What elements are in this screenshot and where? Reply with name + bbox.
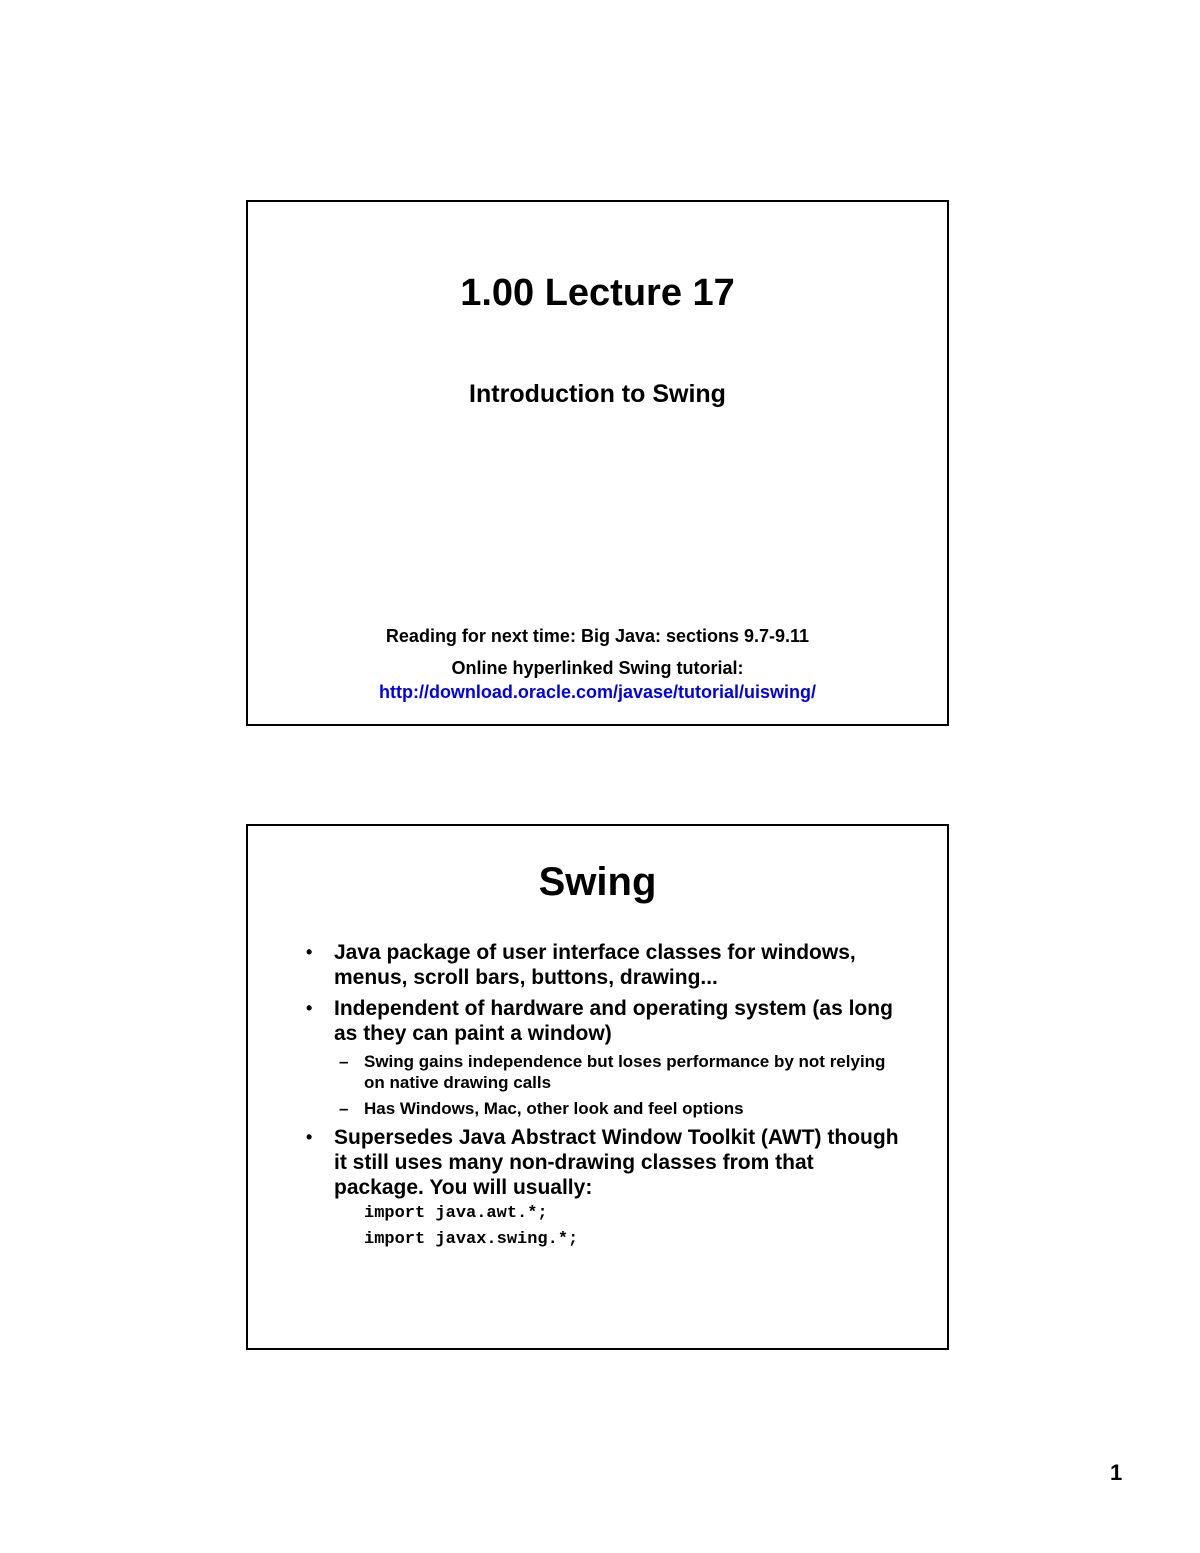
slide-1-subtitle: Introduction to Swing [469,380,726,408]
sub-bullet-marker: – [339,1099,349,1118]
bullet-item [306,996,906,1119]
bullet-item [306,940,906,990]
slide-2-title: Swing [538,860,657,904]
bullet-item [306,1125,906,1252]
code-line: import java.awt.*; [364,1204,548,1223]
reading-assignment: Reading for next time: Big Java: sections 9.7-9.11 [385,626,810,646]
bullet-marker: • [306,998,313,1018]
bullet-text: Supersedes Java Abstract Window Toolkit (AWT) though it still uses many non-drawing classes from that package. You will usually: [334,1126,899,1199]
bullet-text: Independent of hardware and operating system (as long as they can paint a window) [334,997,893,1045]
bullet-text: Java package of user interface classes for windows, menus, scroll bars, buttons, drawing... [334,941,856,989]
slide-1-title: 1.00 Lecture 17 [460,272,735,314]
sub-bullet-marker: – [339,1052,349,1071]
bullet-list [306,940,906,1258]
slide-2 [246,824,949,1350]
bullet-marker: • [306,942,313,962]
code-line: import javax.swing.*; [364,1230,579,1249]
sub-bullet-text: Has Windows, Mac, other look and feel options [364,1099,744,1118]
slide-1 [246,200,949,726]
page-number: 1 [1110,1460,1123,1485]
tutorial-link[interactable]: http://download.oracle.com/javase/tutorial/uiswing/ [378,682,817,702]
sub-bullet-text: Swing gains independence but loses performance by not relying on native drawing calls [364,1052,886,1092]
bullet-marker: • [306,1127,313,1147]
sub-bullet-item [334,1051,906,1093]
tutorial-label: Online hyperlinked Swing tutorial: [451,658,744,678]
sub-bullet-item [334,1098,906,1119]
